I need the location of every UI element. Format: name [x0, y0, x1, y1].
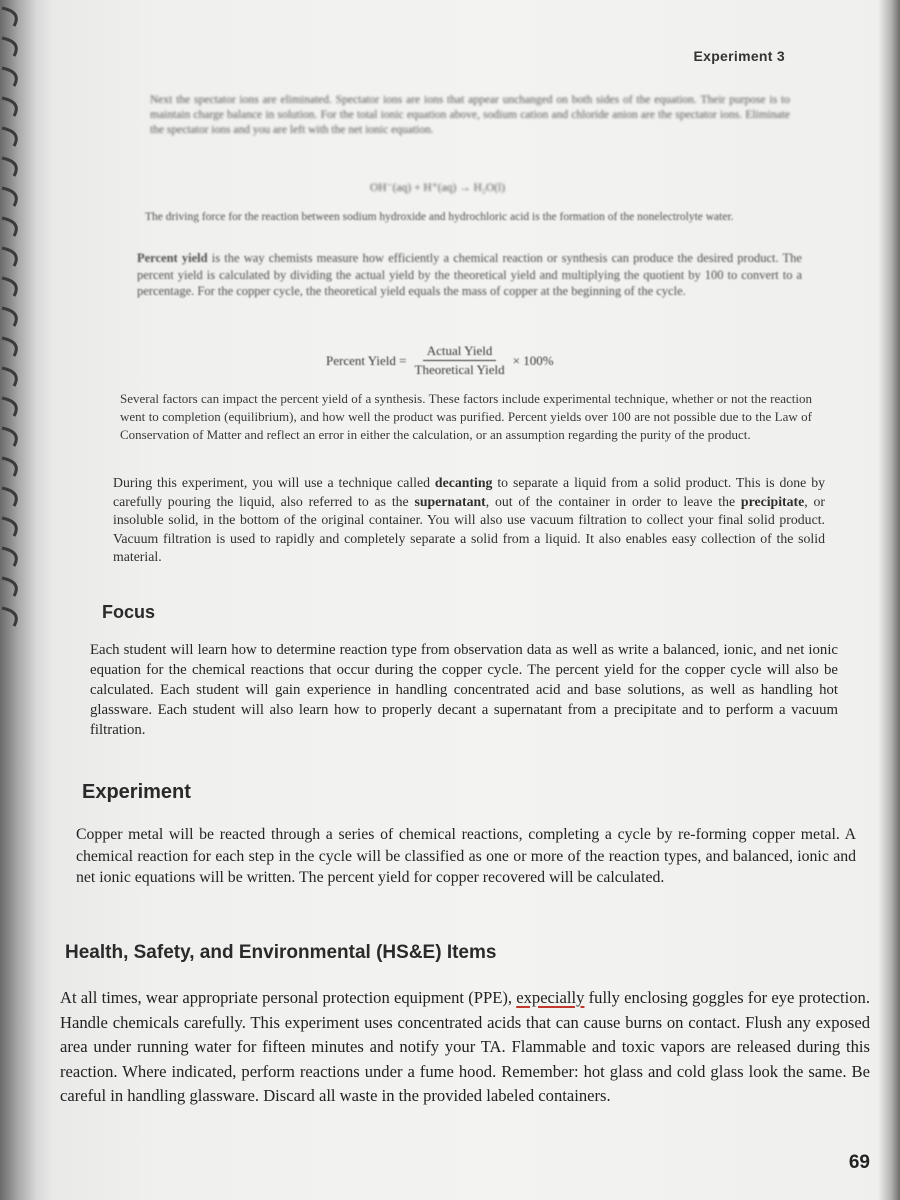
percent-yield-term: Percent yield — [137, 251, 208, 265]
net-ionic-equation-text: OH⁻(aq) + H⁺(aq) → H₂O(l) — [370, 182, 506, 194]
formula-numerator: Actual Yield — [423, 343, 497, 361]
decanting-paragraph — [113, 474, 825, 567]
driving-force-text: The driving force for the reaction between sodium hydroxide and hydrochloric acid is the formation of the nonelectrolyte water. — [145, 211, 734, 223]
decanting-text-4: , or insoluble solid, in the bottom of the original container. You will also use vacuum filtration to collect your final solid product. Vacuum filtration is used to rapidly and completely separate a solid from a liquid. It also enables easy collection of the solid material. — [113, 493, 825, 564]
chapter-header: Experiment 3 — [693, 48, 785, 64]
precipitate-term: precipitate — [740, 493, 805, 509]
focus-paragraph — [90, 640, 838, 740]
page-right-shadow — [878, 0, 900, 1200]
hse-paragraph — [60, 986, 870, 1109]
spiral-binding-icon — [0, 0, 32, 1200]
percent-yield-paragraph — [137, 250, 802, 300]
factors-text: Several factors can impact the percent yield of a synthesis. These factors include experimental technique, whether or not the reaction went to completion (equilibrium), and how well the product was purified. Percent yields over 100 are not possible due to the Law of Conservation of Matter and reflect an error in either the calculation, or an assumption regarding the purity of the product. — [120, 391, 812, 442]
hse-heading: Health, Safety, and Environmental (HS&E) Items — [65, 942, 497, 963]
spectator-text: Next the spectator ions are eliminated. Spectator ions are ions that appear unchanged on both sides of the equation. Their purpose is to maintain charge balance in solution. For the total ionic equation above, sodium cation and chloride anion are the spectator ions. Eliminate the spectator ions and you are left with the net ionic equation. — [150, 94, 790, 136]
page-number: 69 — [848, 1152, 870, 1173]
supernatant-term: supernatant — [414, 493, 486, 509]
decanting-text-1: During this experiment, you will use a technique called — [113, 475, 435, 490]
hse-text-2: fully enclosing goggles for eye protection. Handle chemicals carefully. This experiment uses concentrated acids that can cause burns on contact. Flush any exposed area under running water for fifteen minutes and notify your TA. Flammable and toxic vapors are released during this reaction. Where indicated, perform reactions under a fume hood. Remember: hot glass and cold glass look the same. Be careful in handling glassware. Discard all waste in the provided labeled containers. — [60, 988, 870, 1105]
decanting-term: decanting — [434, 475, 493, 490]
experiment-heading: Experiment — [82, 781, 191, 803]
formula-rhs: × 100% — [512, 352, 554, 368]
misspelled-word: expecially — [516, 988, 585, 1007]
percent-yield-text: is the way chemists measure how efficiently a chemical reaction or synthesis can produce the desired product. The percent yield is calculated by dividing the actual yield by the theoretical yield and multiplying the quotient by 100 to convert to a percentage. For the copper cycle, the theoretical yield equals the mass of copper at the beginning of the cycle. — [137, 251, 802, 298]
decanting-text-3: , out of the container in order to leave the — [485, 493, 741, 509]
net-ionic-equation — [370, 180, 505, 194]
focus-heading: Focus — [102, 602, 156, 622]
decanting-text-2: to separate a liquid from a solid product. This is done by carefully pouring the liquid, also referred to as the — [113, 475, 825, 509]
experiment-paragraph — [76, 824, 856, 889]
formula-fraction — [411, 343, 509, 378]
hse-text-1: At all times, wear appropriate personal protection equipment (PPE), — [60, 988, 517, 1007]
formula-denominator: Theoretical Yield — [414, 362, 505, 377]
spectator-paragraph — [150, 93, 790, 138]
formula-lhs: Percent Yield = — [326, 352, 407, 368]
driving-force-paragraph — [145, 210, 795, 225]
factors-paragraph — [120, 390, 812, 444]
percent-yield-formula — [326, 343, 554, 378]
focus-text: Each student will learn how to determine reaction type from observation data as well as write a balanced, ionic, and net ionic equation for the chemical reactions that occur during the copper cycle. The percent yield for the copper cycle will also be calculated. Each student will gain experience in handling concentrated acid and base solutions, as well as handling hot glassware. Each student will also learn how to properly decant a supernatant from a precipitate and to perform a vacuum filtration. — [90, 642, 838, 738]
experiment-text: Copper metal will be reacted through a series of chemical reactions, completing a cycle by re-forming copper metal. A chemical reaction for each step in the cycle will be classified as one or more of the reaction types, and balanced, ionic and net ionic equations will be written. The percent yield for copper recovered will be calculated. — [76, 826, 856, 886]
